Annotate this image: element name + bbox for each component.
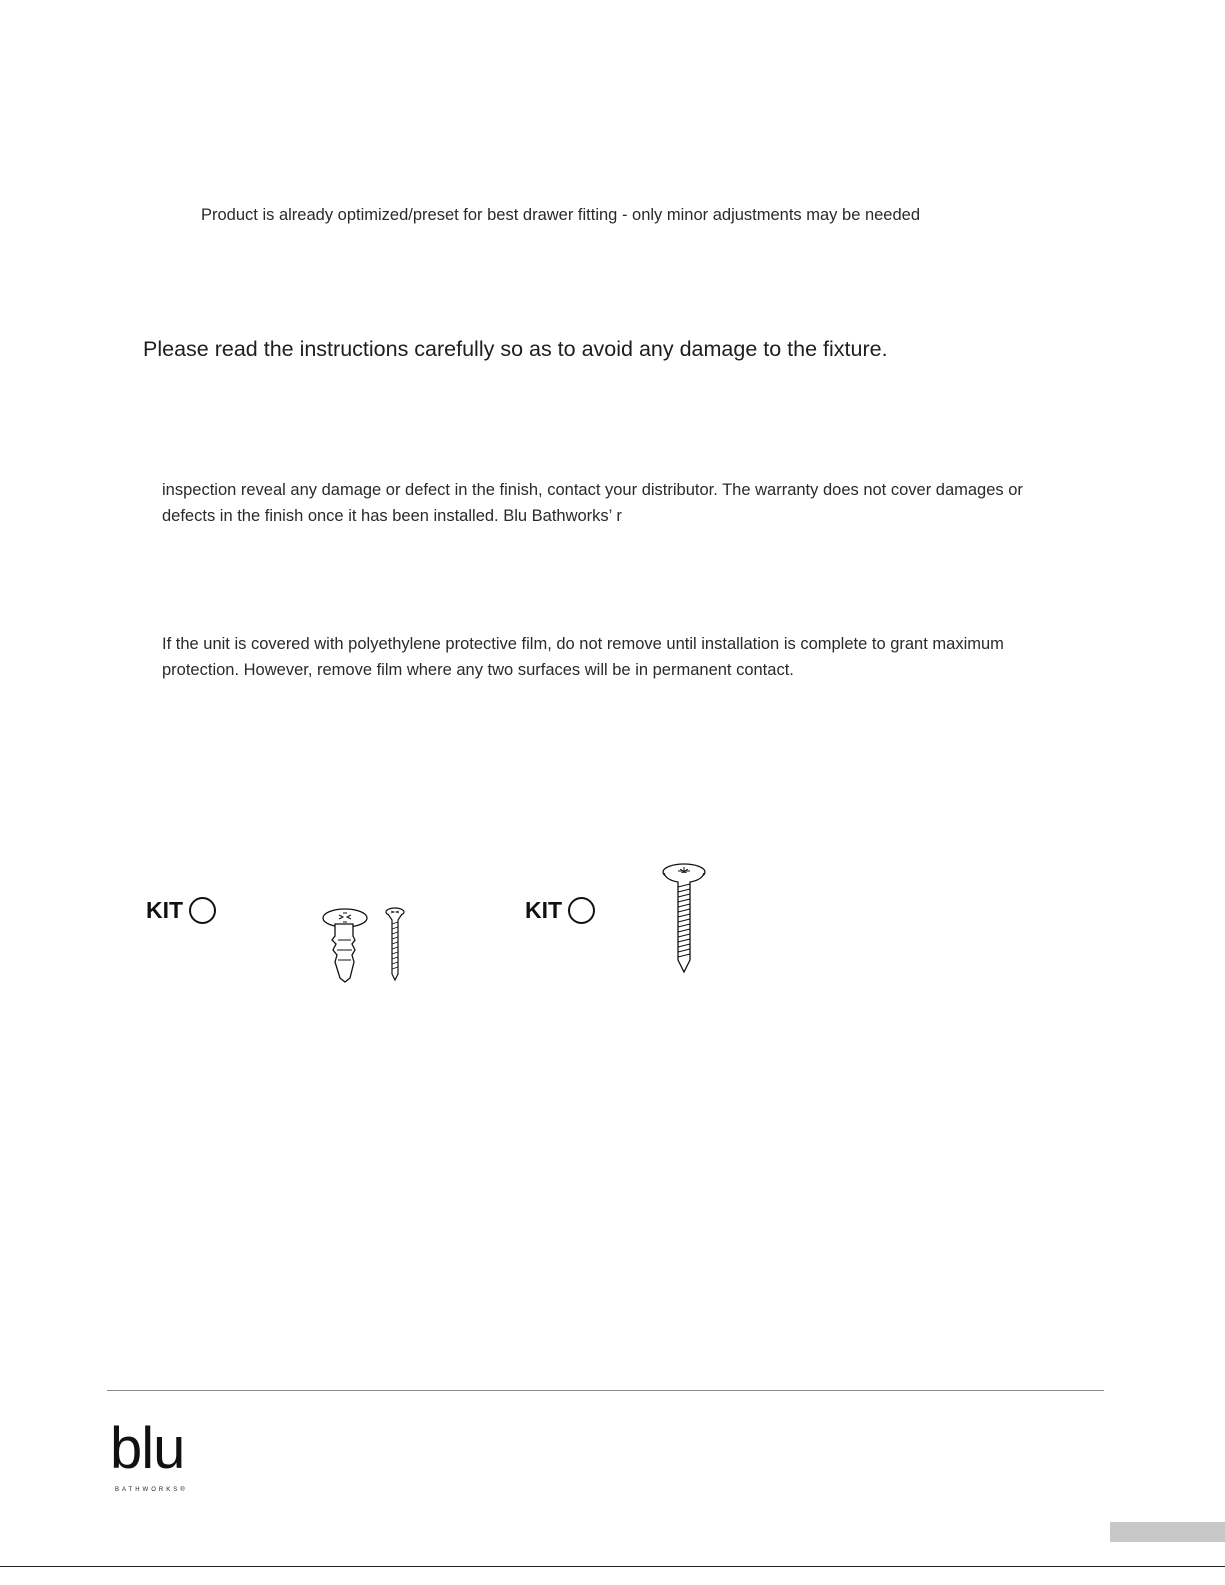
film-paragraph xyxy=(162,631,1004,683)
inspection-paragraph xyxy=(162,477,1023,529)
footer-divider xyxy=(107,1390,1104,1391)
inspection-line-1: inspection reveal any damage or defect in the finish, contact your distributor. The warranty does not cover damages or xyxy=(162,481,1023,499)
kit-2-circle-icon xyxy=(568,897,595,924)
kit-2 xyxy=(525,897,595,924)
brand-subtitle: BATHWORKS® xyxy=(115,1487,188,1493)
preset-note: Product is already optimized/preset for best drawer fitting - only minor adjustments may be needed xyxy=(201,206,921,224)
kit-1 xyxy=(146,897,216,924)
film-line-1: If the unit is covered with polyethylene protective film, do not remove until installation is complete to grant maximum xyxy=(162,635,1004,653)
page-bottom-line xyxy=(0,1566,1225,1567)
wall-screw-icon xyxy=(660,860,710,975)
brand-logo: blu xyxy=(110,1416,185,1481)
page-tab xyxy=(1110,1522,1225,1542)
kit-2-label: KIT xyxy=(525,897,563,923)
kit-1-label: KIT xyxy=(146,897,184,923)
inspection-line-2: defects in the finish once it has been installed. Blu Bathworks’ r xyxy=(162,507,622,525)
kit-1-circle-icon xyxy=(189,897,216,924)
drawer-fitting-screws-icon xyxy=(318,900,413,985)
read-instructions-heading: Please read the instructions carefully so as to avoid any damage to the fixture. xyxy=(143,337,888,361)
film-line-2: protection. However, remove film where any two surfaces will be in permanent contact. xyxy=(162,661,794,679)
